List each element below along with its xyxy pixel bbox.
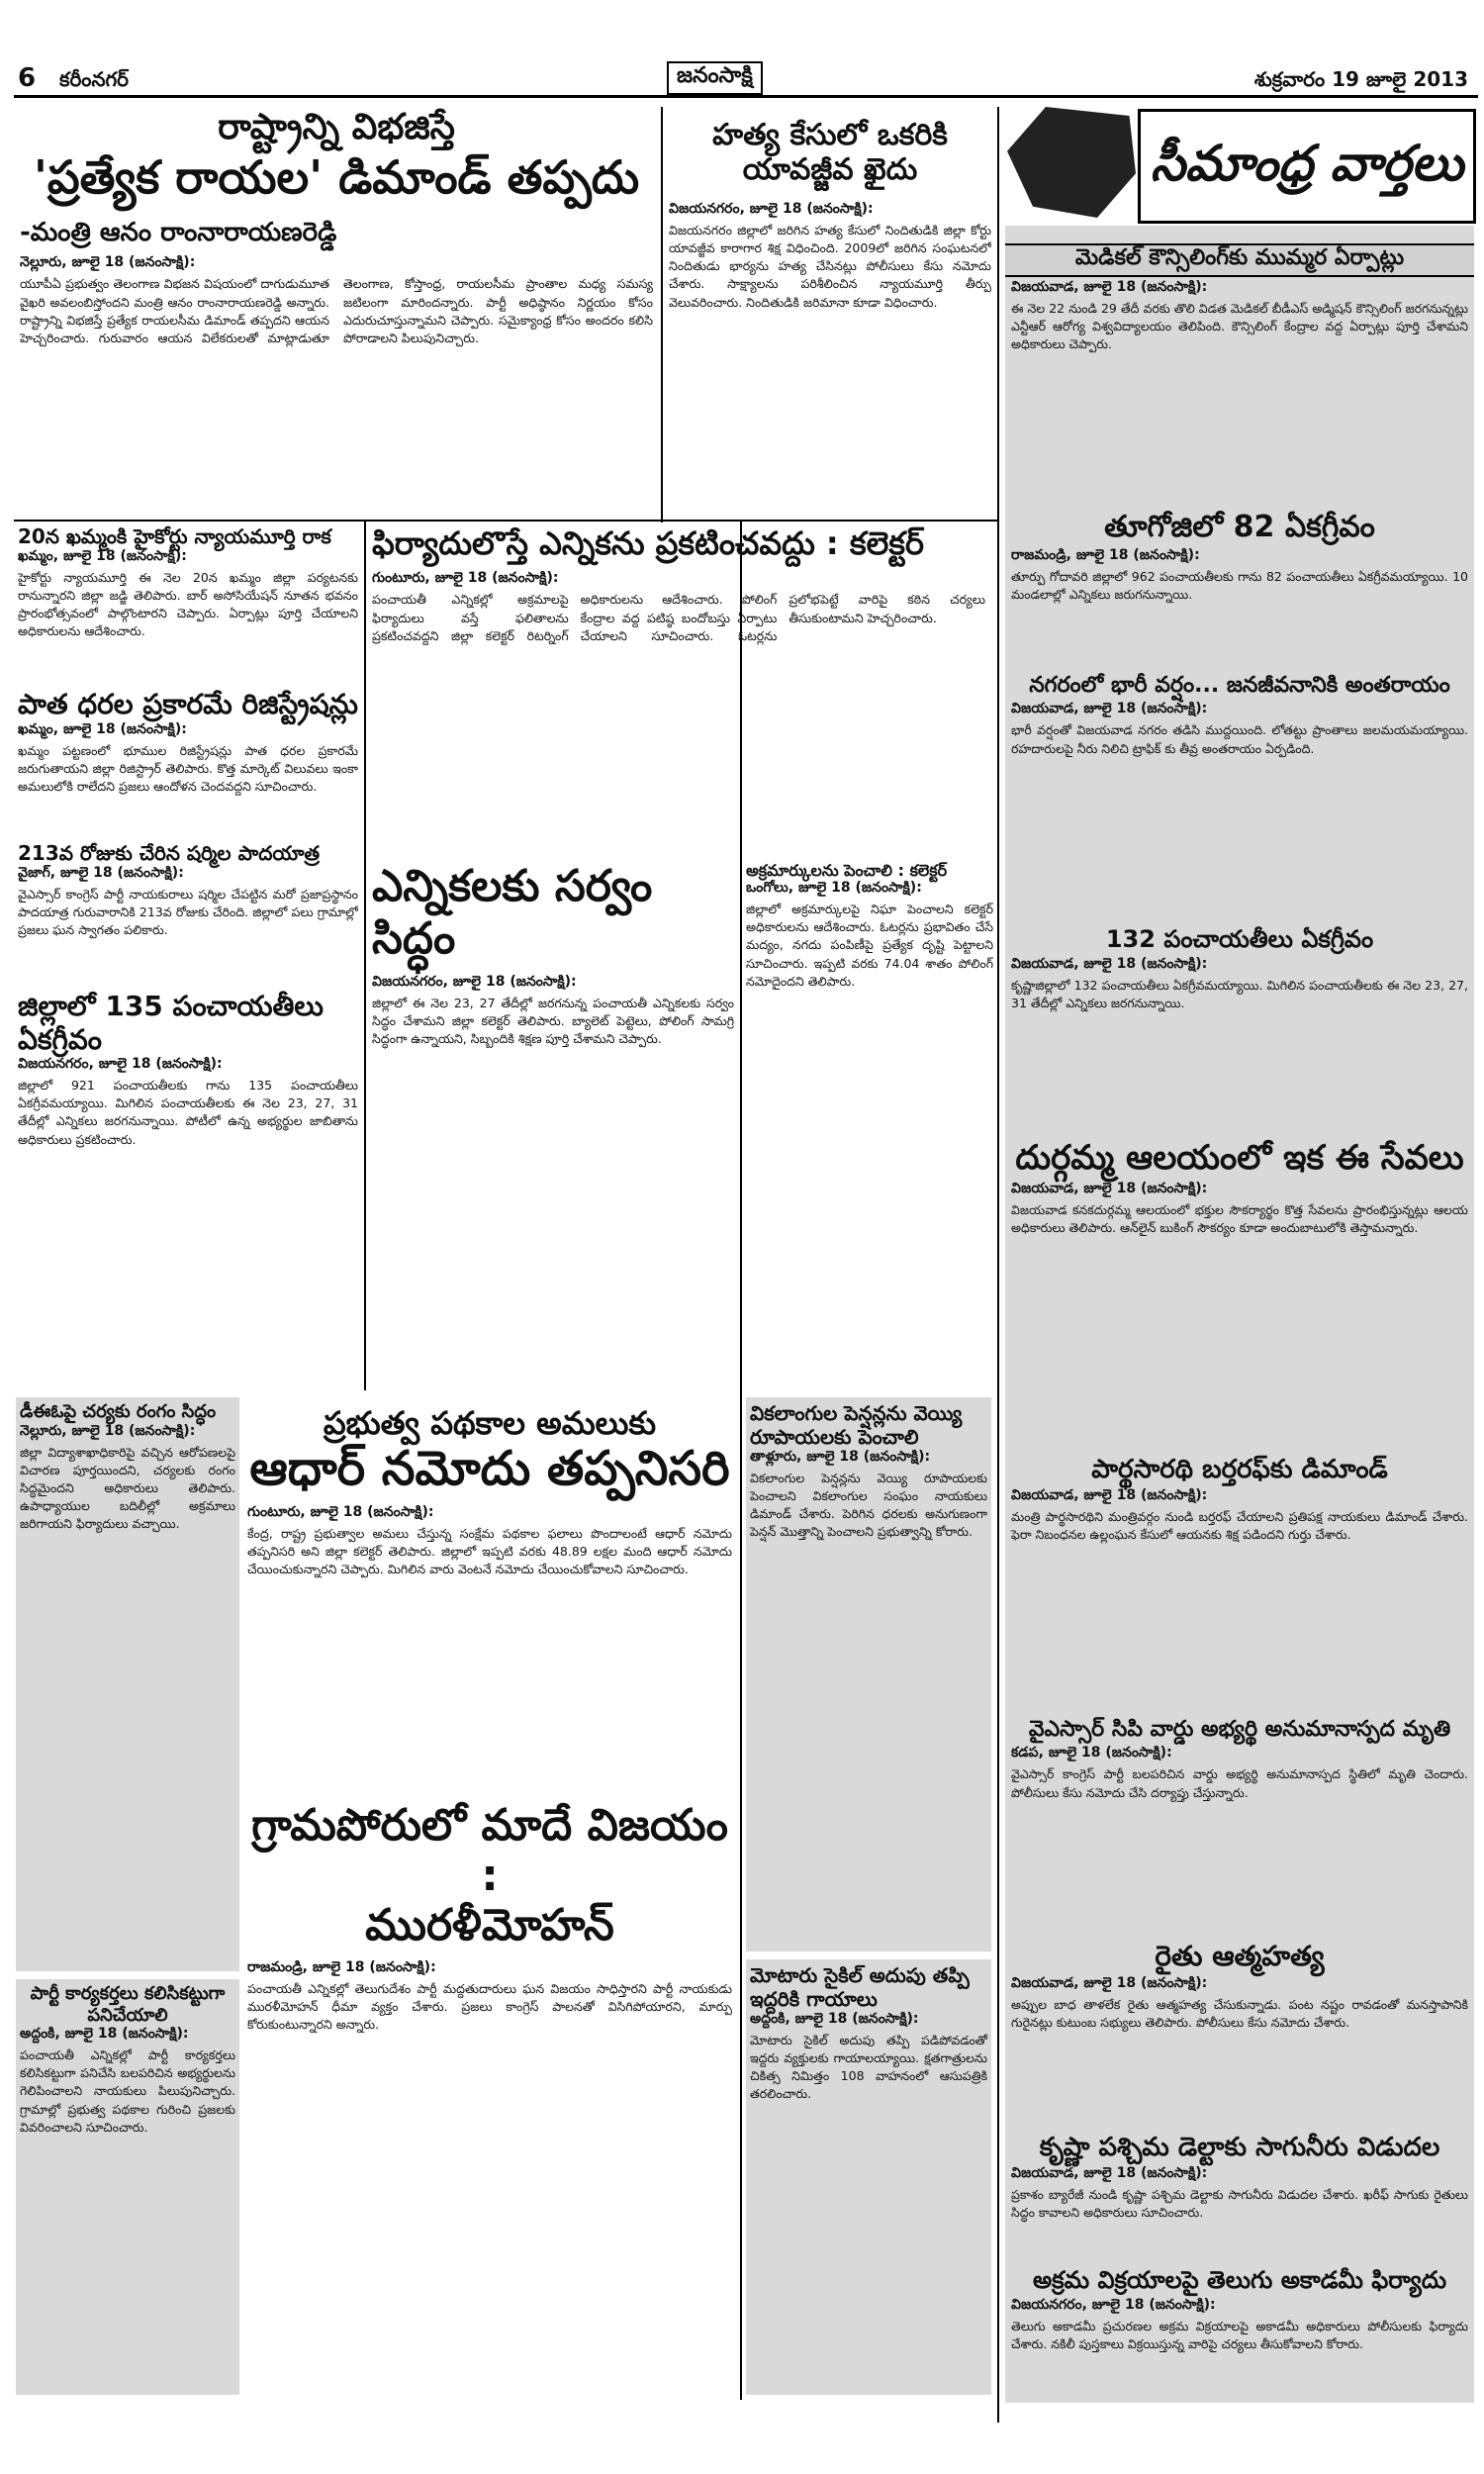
article-pensions — [746, 1397, 991, 1951]
article-telugu-academy — [1005, 2266, 1474, 2405]
dateline: విజయవాడ, జూలై 18 (జనంసాక్షి): — [1011, 955, 1208, 972]
article-body: యూపీఏ ప్రభుత్వం తెలంగాణ విభజన విషయంలో దాగుడుమూత వైఖరి అవలంబిస్తోందని మంత్రి ఆనం రాంనారాయణరెడ్డి అన్నారు. రాష్ట్రాన్ని విభజిస్తే ప్రత్యేక రాయలసీమ డిమాండ్ తప్పదని ఆయన హెచ్చరించారు. గురువారం ఆయన విలేకరులతో మాట్లాడుతూ తెలంగాణ, కోస్తాంధ్ర, రాయలసీమ ప్రాంతాల మధ్య సమస్య జటిలంగా మారిందన్నారు. పార్టీ అధిష్ఠానం నిర్ణయం కోసం ఎదురుచూస్తున్నామని చెప్పారు. సమైక్యాంధ్ర కోసం అందరం కలిసి పోరాడాలని పిలుపునిచ్చారు. — [20, 276, 653, 345]
state-map-icon — [1007, 107, 1136, 218]
article-collector-vigilance — [746, 861, 993, 1385]
divider — [997, 107, 999, 2423]
article-body: హైకోర్టు న్యాయమూర్తి ఈ నెల 20న ఖమ్మం జిల్లా పర్యటనకు రానున్నారని జిల్లా జడ్జి తెలిపారు. బార్ అసోసియేషన్ నూతన భవనం ప్రారంభోత్సవంలో పాల్గొంటారని చెప్పారు. ఏర్పాట్లు పూర్తి చేయాలని అధికారులను ఆదేశించారు. — [18, 570, 358, 639]
article-body: విజయనగరం జిల్లాలో జరిగిన హత్య కేసులో నిందితుడికి జిల్లా కోర్టు యావజ్జీవ కారాగార శిక్ష విధించింది. 2009లో జరిగిన సంఘటనలో నిందితుడు భార్యను హత్య చేసినట్లు పోలీసులు కేసు నమోదు చేశారు. సాక్ష్యాలను పరిశీలించిన న్యాయమూర్తి తీర్పు వెలువరించారు. నిందితుడికి జరిమానా కూడా విధించారు. — [669, 223, 991, 310]
article-party-workers — [16, 1979, 239, 2395]
dateline: నెల్లూరు, జూలై 18 (జనంసాక్షి): — [20, 254, 196, 271]
headline-line2: మురళీమోహన్ — [365, 1900, 614, 1951]
dateline: రాజమండ్రి, జూలై 18 (జనంసాక్షి): — [1011, 547, 1200, 563]
headline: 20న ఖమ్మంకి హైకోర్టు న్యాయమూర్తి రాక — [18, 524, 331, 548]
headline: 213వ రోజుకు చేరిన షర్మిల పాదయాత్ర — [18, 841, 321, 865]
dateline: రాజమండ్రి, జూలై 18 (జనంసాక్షి): — [247, 1958, 436, 1975]
article-deo-action — [16, 1397, 239, 1971]
headline: వికలాంగుల పెన్షన్లను వెయ్యి రూపాయలకు పెంచాలి — [750, 1401, 963, 1449]
dateline: విజయనగరం, జూలై 18 (జనంసాక్షి): — [1011, 2296, 1216, 2313]
article-body: తూర్పు గోదావరి జిల్లాలో 962 పంచాయతీలకు గాను 82 పంచాయతీలు ఏకగ్రీవమయ్యాయి. 10 మండలాల్లో ఎన్నికలు జరుగనున్నాయి. — [1011, 569, 1468, 603]
headline: 132 పంచాయతీలు ఏకగ్రీవం — [1105, 925, 1374, 953]
divider — [364, 520, 366, 1390]
dateline: విజయవాడ, జూలై 18 (జనంసాక్షి): — [1011, 279, 1208, 295]
article-body: భారీ వర్షంతో విజయవాడ నగరం తడిసి ముద్దయింది. లోతట్టు ప్రాంతాలు జలమయమయ్యాయి. రహదారులపై నీరు నిలిచి ట్రాఫిక్ కు తీవ్ర అంతరాయం ఏర్పడింది. — [1011, 722, 1468, 756]
headline: డీఈఓపై చర్యకు రంగం సిద్ధం — [20, 1401, 217, 1422]
dateline: విజయవాడ, జూలై 18 (జనంసాక్షి): — [1011, 2165, 1208, 2182]
article-registrations — [18, 688, 358, 836]
dateline: విజయవాడ, జూలై 18 (జనంసాక్షి): — [1011, 701, 1208, 717]
headline: పార్టీ కార్యకర్తలు కలిసికట్టుగా పనిచేయాలి — [30, 1983, 226, 2026]
dateline: అద్దంకి, జూలై 18 (జనంసాక్షి): — [750, 2011, 919, 2027]
headline-line2: ఆధార్ నమోదు తప్పనిసరి — [249, 1440, 730, 1496]
headline: మెడికల్ కౌన్సిలింగ్‌కు ముమ్మర ఏర్పాట్లు — [1005, 243, 1474, 277]
article-election-ready — [372, 861, 734, 1385]
divider — [14, 520, 997, 522]
dateline: వైజాగ్, జూలై 18 (జనంసాక్షి): — [18, 865, 184, 881]
dateline: కడప, జూలై 18 (జనంసాక్షి): — [1011, 1745, 1172, 1761]
article-murali-mohan — [247, 1801, 732, 2395]
article-body: జిల్లాలో ఈ నెల 23, 27 తేదీల్లో జరగనున్న పంచాయతీ ఎన్నికలకు సర్వం సిద్ధం చేశామని జిల్లా కలెక్టర్ తెలిపారు. బ్యాలెట్ పెట్టెలు, పోలింగ్ సామగ్రి సిద్ధంగా ఉన్నాయని, సిబ్బందికి శిక్షణ పూర్తి చేశామని చెప్పారు. — [372, 995, 734, 1046]
article-body: వైఎస్సార్ కాంగ్రెస్ పార్టీ నాయకురాలు షర్మిల చేపట్టిన మరో ప్రజాప్రస్థానం పాదయాత్ర గురువారానికి 213వ రోజుకు చేరింది. జిల్లాలో పలు గ్రామాల్లో ప్రజలు ఘన స్వాగతం పలికారు. — [18, 887, 358, 938]
article-ward-candidate-death — [1005, 1717, 1474, 1935]
headline: నగరంలో భారీ వర్షం... జనజీవనానికి అంతరాయం — [1029, 673, 1450, 698]
article-body: వికలాంగుల పెన్షన్లను వెయ్యి రూపాయలకు పెంచాలని వికలాంగుల సంఘం నాయకులు డిమాండ్ చేశారు. పెరిగిన ధరలకు అనుగుణంగా పెన్షన్ మొత్తాన్ని పెంచాలని ప్రభుత్వాన్ని కోరారు. — [750, 1471, 987, 1540]
article-body: అప్పుల బాధ తాళలేక రైతు ఆత్మహత్య చేసుకున్నాడు. పంట నష్టం రావడంతో మనస్తాపానికి గురైనట్లు కుటుంబ సభ్యులు తెలిపారు. పోలీసులు కేసు నమోదు చేశారు. — [1011, 1996, 1468, 2030]
article-rayala — [20, 107, 653, 519]
headline-line2: 'ప్రత్యేక రాయల' డిమాండ్ తప్పదు — [33, 150, 640, 205]
headline-line1: ప్రభుత్వ పథకాల అమలుకు — [323, 1405, 657, 1442]
article-body: పంచాయతీ ఎన్నికల్లో అక్రమాలపై ఫిర్యాదులు వస్తే ఫలితాలను ప్రకటించవద్దని జిల్లా కలెక్టర్ రిటర్నింగ్ అధికారులను ఆదేశించారు. పోలింగ్ కేంద్రాల వద్ద పటిష్ఠ బందోబస్తు ఏర్పాటు చేయాలని సూచించారు. ఓటర్లను ప్రలోభపెట్టే వారిపై కఠిన చర్యలు తీసుకుంటామని హెచ్చరించారు. — [372, 592, 985, 643]
dateline: విజయవాడ, జూలై 18 (జనంసాక్షి): — [1011, 1974, 1208, 1991]
article-bike-accident — [746, 1959, 991, 2395]
dateline: విజయవాడ, జూలై 18 (జనంసాక్షి): — [1011, 1487, 1208, 1504]
article-krishna-delta — [1005, 2133, 1474, 2261]
section-name: కరీంనగర్ — [59, 67, 129, 91]
dateline: విజయనగరం, జూలై 18 (జనంసాక్షి): — [669, 201, 874, 217]
headline: జిల్లాలో 135 పంచాయతీలు ఏకగ్రీవం — [18, 990, 324, 1056]
dateline: తాళ్లూరు, జూలై 18 (జనంసాక్షి): — [750, 1449, 931, 1465]
article-farmer-suicide — [1005, 1940, 1474, 2128]
headline: దుర్గమ్మ ఆలయంలో ఇక ఈ సేవలు — [1015, 1138, 1464, 1178]
issue-date: శుక్రవారం 19 జూలై 2013 — [1253, 67, 1468, 91]
dateline: గుంటూరు, జూలై 18 (జనంసాక్షి): — [372, 570, 559, 587]
article-durgamma-temple — [1005, 1138, 1474, 1445]
dateline: అద్దంకి, జూలై 18 (జనంసాక్షి): — [20, 2026, 189, 2043]
headline: తూగోజిలో 82 ఏకగ్రీవం — [1104, 510, 1375, 544]
article-body: ప్రకాశం బ్యారేజీ నుండి కృష్ణా పశ్చిమ డెల్టాకు సాగునీరు విడుదల చేశారు. ఖరీఫ్ సాగుకు రైతులు సిద్ధం కావాలని అధికారులు సూచించారు. — [1011, 2187, 1468, 2221]
article-complaints-election — [372, 524, 985, 851]
dateline: నెల్లూరు, జూలై 18 (జనంసాక్షి): — [20, 1422, 196, 1439]
article-body: మోటారు సైకిల్ అదుపు తప్పి పడిపోవడంతో ఇద్దరు వ్యక్తులకు గాయాలయ్యాయి. క్షతగాత్రులను చికిత్స నిమిత్తం 108 వాహనంలో ఆసుపత్రికి తరలించారు. — [750, 2033, 987, 2102]
article-body: విజయవాడ కనకదుర్గమ్మ ఆలయంలో భక్తుల సౌకర్యార్థం కొత్త సేవలను ప్రారంభిస్తున్నట్లు ఆలయ అధికారులు తెలిపారు. ఆన్‌లైన్ బుకింగ్ సౌకర్యం కూడా అందుబాటులోకి తెస్తామన్నారు. — [1011, 1201, 1468, 1235]
article-body: జిల్లా విద్యాశాఖాధికారిపై వచ్చిన ఆరోపణలపై విచారణ పూర్తయిందని, చర్యలకు రంగం సిద్ధమైందని అధికారులు తెలిపారు. ఉపాధ్యాయుల బదిలీల్లో అక్రమాలు జరిగాయని ఫిర్యాదులు వచ్చాయి. — [20, 1444, 235, 1532]
article-body: కేంద్ర, రాష్ట్ర ప్రభుత్వాల అమలు చేస్తున్న సంక్షేమ పథకాల ఫలాలు పొందాలంటే ఆధార్ నమోదు తప్పనిసరి అని జిల్లా కలెక్టర్ తెలిపారు. జిల్లాలో ఇప్పటి వరకు 48.89 లక్షల మంది ఆధార్ నమోదు చేయించుకున్నారని చెప్పారు. మిగిలిన వారు వెంటనే నమోదు చేయించుకోవాలని సూచించారు. — [247, 1525, 732, 1577]
article-murder-case — [669, 119, 991, 515]
article-padayatra — [18, 841, 358, 980]
divider — [661, 107, 663, 523]
article-aadhaar — [247, 1405, 732, 1781]
article-medical-counselling — [1005, 243, 1474, 496]
headline: ఫిర్యాదులొస్తే ఎన్నికను ప్రకటించవద్దు : కలెక్టర్ — [372, 524, 924, 562]
masthead — [14, 61, 1478, 98]
paper-logo: జనంసాక్షి — [667, 61, 763, 95]
dateline: గుంటూరు, జూలై 18 (జనంసాక్షి): — [247, 1503, 434, 1520]
article-135-panchayats — [18, 990, 358, 1188]
headline: పార్థసారథి బర్తరఫ్‌కు డిమాండ్ — [1091, 1455, 1388, 1484]
headline: రైతు ఆత్మహత్య — [1155, 1940, 1325, 1972]
article-body: జిల్లాలో 921 పంచాయతీలకు గాను 135 పంచాయతీలు ఏకగ్రీవమయ్యాయి. మిగిలిన పంచాయతీలకు ఈ నెల 23, 27, 31 తేదీల్లో ఎన్నికలు జరగనున్నాయి. పోటీలో ఉన్న అభ్యర్థుల జాబితాను అధికారులు ప్రకటించారు. — [18, 1078, 358, 1147]
headline: కృష్ణా పశ్చిమ డెల్టాకు సాగునీరు విడుదల — [1039, 2133, 1440, 2162]
article-body: తెలుగు అకాడమీ ప్రచురణల అక్రమ విక్రయాలపై అకాడమీ అధికారులు పోలీసులకు ఫిర్యాదు చేశారు. నకిలీ పుస్తకాలు విక్రయిస్తున్న వారిపై చర్యలు తీసుకోవాలని కోరారు. — [1011, 2318, 1468, 2351]
article-parthasarathy — [1005, 1455, 1474, 1712]
article-132-panchayats — [1005, 925, 1474, 1133]
article-body: వైఎస్సార్ కాంగ్రెస్ పార్టీ బలపరిచిన వార్డు అభ్యర్థి అనుమానాస్పద స్థితిలో మృతి చెందారు. పోలీసులు కేసు నమోదు చేసి దర్యాప్తు చేస్తున్నారు. — [1011, 1766, 1468, 1800]
headline: అక్రమార్కులను పెంచాలి : కలెక్టర్ — [746, 861, 948, 880]
article-body: ఈ నెల 22 నుండి 29 తేదీ వరకు తొలి విడత మెడికల్ బీడీఎస్ అడ్మిషన్ కౌన్సిలింగ్ జరగనున్నట్లు ఎన్టీఆర్ ఆరోగ్య విశ్వవిద్యాలయం తెలిపింది. కౌన్సిలింగ్ కేంద్రాల వద్ద ఏర్పాట్లు పూర్తి చేశామని అధికారులు చెప్పారు. — [1011, 301, 1468, 352]
dateline: విజయనగరం, జూలై 18 (జనంసాక్షి): — [18, 1056, 223, 1073]
headline: వైఎస్సార్ సిపి వార్డు అభ్యర్థి అనుమానాస్పద మృతి — [1028, 1717, 1451, 1742]
article-body: మంత్రి పార్థసారథిని మంత్రివర్గం నుండి బర్తరఫ్ చేయాలని ప్రతిపక్ష నాయకులు డిమాండ్ చేశారు. ఫెరా నిబంధనల ఉల్లంఘన కేసులో ఆయనకు శిక్ష పడిందని గుర్తు చేశారు. — [1011, 1509, 1468, 1543]
article-body: జిల్లాలో అక్రమార్కులపై నిఘా పెంచాలని కలెక్టర్ అధికారులను ఆదేశించారు. ఓటర్లను ప్రభావితం చేసే మద్యం, నగదు పంపిణీపై ప్రత్యేక దృష్టి పెట్టాలని సూచించారు. ఇప్పటి వరకు 74.04 శాతం పోలింగ్ నమోదైందని తెలిపారు. — [746, 902, 993, 989]
headline-line1: గ్రామపోరులో మాదే విజయం : — [251, 1801, 728, 1901]
article-high-court-judge — [18, 524, 358, 683]
headline: పాత ధరల ప్రకారమే రిజిస్ట్రేషన్లు — [18, 688, 358, 720]
headline: హత్య కేసులో ఒకరికి యావజ్జీవ ఖైదు — [712, 119, 948, 187]
article-body: కృష్ణాజిల్లాలో 132 పంచాయతీలు ఏకగ్రీవమయ్యాయి. మిగిలిన పంచాయతీలకు ఈ నెల 23, 27, 31 తేదీల్లో ఎన్నికలు జరగనున్నాయి. — [1011, 977, 1468, 1010]
headline: ఎన్నికలకు సర్వం సిద్ధం — [372, 861, 653, 964]
article-body: పంచాయతీ ఎన్నికల్లో పార్టీ కార్యకర్తలు కలిసికట్టుగా పనిచేసి బలపరిచిన అభ్యర్థులను గెలిపించాలని నాయకులు పిలుపునిచ్చారు. గ్రామాల్లో ప్రభుత్వ పథకాల గురించి ప్రజలకు వివరించాలని సూచించారు. — [20, 2047, 235, 2135]
article-body: ఖమ్మం పట్టణంలో భూముల రిజిస్ట్రేషన్లు పాత ధరల ప్రకారమే జరుగుతాయని జిల్లా రిజిస్ట్రార్ తెలిపారు. కొత్త మార్కెట్ విలువలు ఇంకా అమలులోకి రాలేదని ప్రజలు ఆందోళన చెందవద్దని సూచించారు. — [18, 742, 358, 794]
headline: మోటారు సైకిల్ అదుపు తప్పి ఇద్దరికి గాయాలు — [750, 1963, 970, 2011]
dateline: విజయనగరం, జూలై 18 (జనంసాక్షి): — [372, 973, 577, 990]
page-number: 6 — [18, 63, 37, 93]
dateline: విజయవాడ, జూలై 18 (జనంసాక్షి): — [1011, 1180, 1208, 1196]
article-tugo-82 — [1005, 510, 1474, 668]
dateline: ఖమ్మం, జూలై 18 (జనంసాక్షి): — [18, 548, 187, 564]
section-banner: సీమాంధ్ర వార్తలు — [1138, 109, 1476, 224]
article-heavy-rain — [1005, 673, 1474, 920]
article-body: పంచాయతీ ఎన్నికల్లో తెలుగుదేశం పార్టీ మద్దతుదారులు ఘన విజయం సాధిస్తారని పార్టీ నాయకుడు మురళీమోహన్ ధీమా వ్యక్తం చేశారు. ప్రజలు కాంగ్రెస్ పాలనతో విసిగిపోయారని, మార్పు కోరుకుంటున్నారని అన్నారు. — [247, 1980, 732, 2033]
dateline: ఖమ్మం, జూలై 18 (జనంసాక్షి): — [18, 720, 187, 737]
subheadline: -మంత్రి ఆనం రాంనారాయణరెడ్డి — [20, 218, 337, 248]
dateline: ఒంగోలు, జూలై 18 (జనంసాక్షి): — [746, 880, 922, 897]
headline-line1: రాష్ట్రాన్ని విభజిస్తే — [218, 107, 455, 147]
headline: అక్రమ విక్రయాలపై తెలుగు అకాడమీ ఫిర్యాదు — [1032, 2266, 1447, 2294]
